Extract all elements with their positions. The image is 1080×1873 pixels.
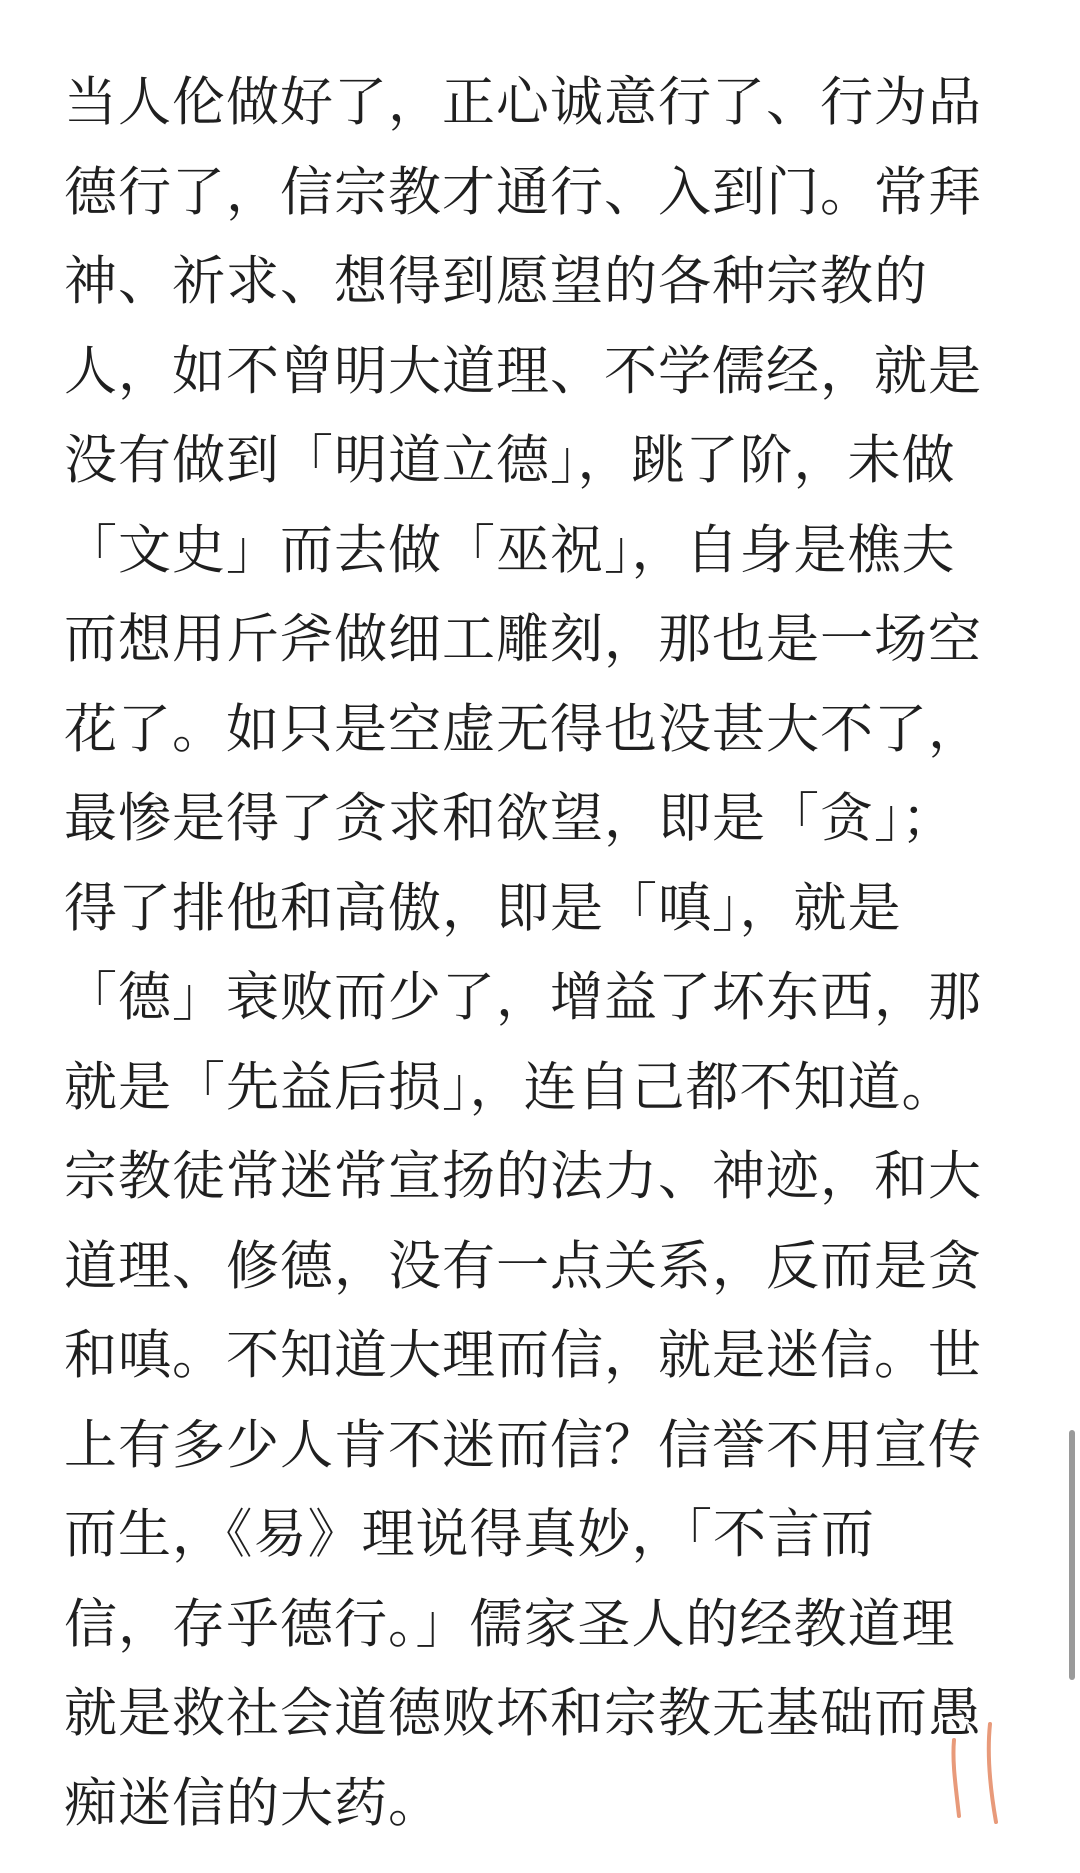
- scrollbar-thumb[interactable]: [1069, 1430, 1075, 1680]
- text-line: 人，如不曾明大道理、不学儒经，就是: [64, 340, 982, 402]
- text-line: 德行了，信宗教才通行、入到门。常拜: [64, 161, 982, 223]
- text-line: 花了。如只是空虚无得也没甚大不了，: [64, 698, 982, 760]
- hand-stroke: [953, 1740, 959, 1816]
- article-text: [64, 58, 1024, 1848]
- text-line: 道理、修德，没有一点关系，反而是贪: [64, 1235, 982, 1297]
- text-line: 神、祈求、想得到愿望的各种宗教的: [64, 251, 928, 312]
- text-line: 和嗔。不知道大理而信，就是迷信。世: [64, 1325, 982, 1386]
- text-line: 就是救社会道德败坏和宗教无基础而愚: [64, 1683, 982, 1744]
- text-line: 没有做到「明道立德」，跳了阶，未做: [64, 430, 956, 491]
- text-line: 当人伦做好了，正心诚意行了、行为品: [64, 72, 982, 133]
- text-line: 而想用斤斧做细工雕刻，那也是一场空: [64, 609, 982, 670]
- hand-stroke: [989, 1724, 996, 1822]
- text-line: 而生，《易》理说得真妙，「不言而: [64, 1504, 875, 1565]
- text-line: 得了排他和高傲，即是「嗔」，就是: [64, 877, 902, 939]
- text-line: 宗教徒常迷常宣扬的法力、神迹，和大: [64, 1146, 982, 1207]
- text-line: 最惨是得了贪求和欲望，即是「贪」；: [64, 788, 956, 849]
- text-line: 信，存乎德行。」儒家圣人的经教道理: [64, 1593, 956, 1655]
- text-line: 「文史」而去做「巫祝」，自身是樵夫: [64, 519, 956, 581]
- text-line: 痴迷信的大药。: [64, 1772, 442, 1834]
- text-line: 「德」衰败而少了，增益了坏东西，那: [64, 967, 982, 1028]
- text-line: 上有多少人肯不迷而信？信誉不用宣传: [64, 1414, 982, 1476]
- handwritten-marks-icon: [940, 1718, 1030, 1828]
- text-line: 就是「先益后损」，连自己都不知道。: [64, 1056, 956, 1118]
